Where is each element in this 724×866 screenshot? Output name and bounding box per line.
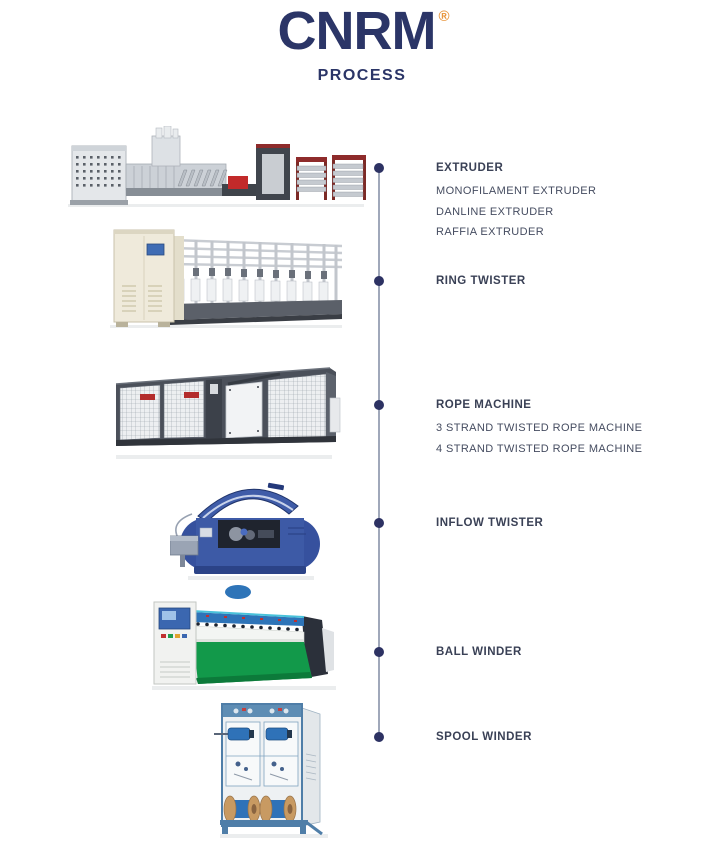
step-variant: DANLINE EXTRUDER <box>436 205 554 218</box>
extruder-illustration <box>60 126 370 212</box>
inflow-twister-image <box>170 476 328 582</box>
timeline-dot-ring-twister <box>374 276 384 286</box>
step-variants <box>436 181 596 243</box>
step-title: INFLOW TWISTER <box>436 517 544 529</box>
timeline-dot-ball-winder <box>374 647 384 657</box>
ring-twister-image <box>102 224 348 332</box>
brand-logo <box>277 1 450 61</box>
step-variant: MONOFILAMENT EXTRUDER <box>436 185 597 197</box>
step-variant: RAFFIA EXTRUDER <box>436 226 545 238</box>
step-variants <box>436 418 642 459</box>
step-label-ball-winder <box>436 644 522 660</box>
step-title: RING TWISTER <box>436 275 526 287</box>
brand-logo-text: CNRM <box>277 1 436 61</box>
registered-trademark-icon: ® <box>438 8 450 25</box>
step-variant: 3 STRAND TWISTED ROPE MACHINE <box>436 422 643 434</box>
rope-machine-illustration <box>104 354 342 462</box>
inflow-twister-illustration <box>170 476 328 582</box>
rope-machine-image <box>104 354 342 462</box>
spool-winder-image <box>212 696 336 840</box>
page-title: PROCESS <box>317 67 407 84</box>
step-label-spool-winder <box>436 729 532 745</box>
timeline-dot-inflow-twister <box>374 518 384 528</box>
step-title: ROPE MACHINE <box>436 399 532 411</box>
ball-winder-image <box>146 584 342 692</box>
step-variant: 4 STRAND TWISTED ROPE MACHINE <box>436 442 643 455</box>
spool-winder-illustration <box>212 696 336 840</box>
step-title: SPOOL WINDER <box>436 731 532 743</box>
timeline-dot-spool-winder <box>374 732 384 742</box>
extruder-image <box>60 126 370 212</box>
step-label-inflow-twister <box>436 515 543 531</box>
step-label-ring-twister <box>436 273 526 289</box>
timeline-dot-rope-machine <box>374 400 384 410</box>
step-label-rope-machine <box>436 397 642 459</box>
timeline-dot-extruder <box>374 163 384 173</box>
step-title: EXTRUDER <box>436 162 504 174</box>
header <box>0 1 724 85</box>
ball-winder-illustration <box>146 584 342 692</box>
step-title: BALL WINDER <box>436 646 522 658</box>
step-label-extruder <box>436 160 596 243</box>
ring-twister-illustration <box>102 224 348 332</box>
